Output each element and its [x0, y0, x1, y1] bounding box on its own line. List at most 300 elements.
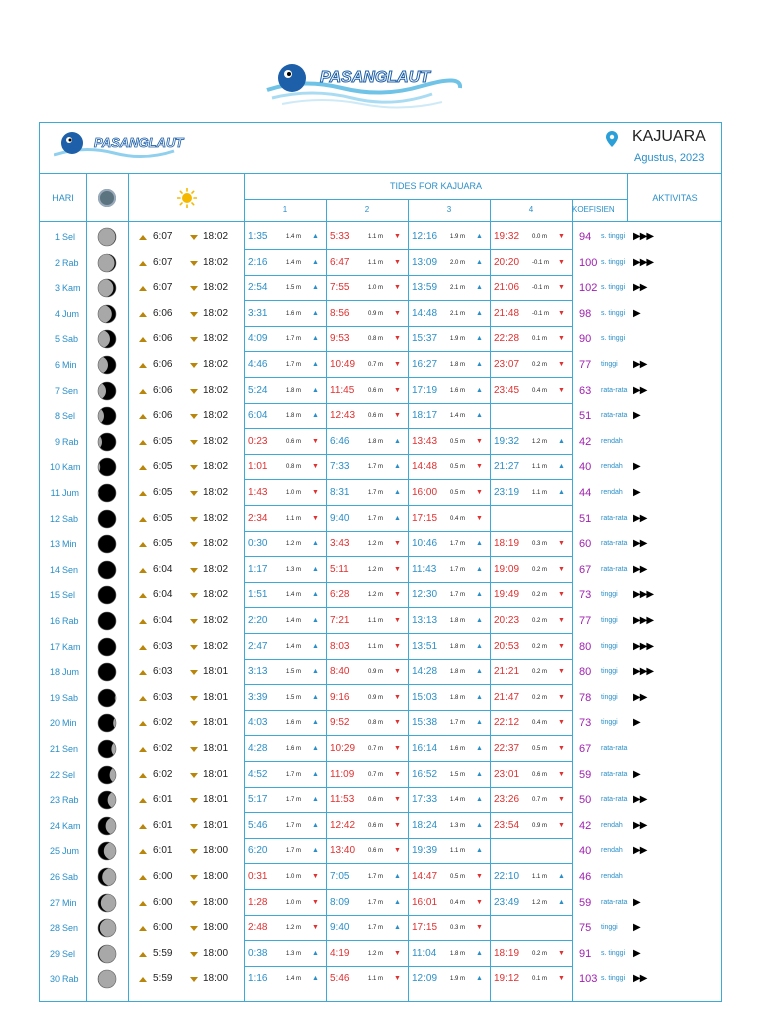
koefisien-value: 51: [579, 410, 592, 423]
tide-time: 0:23: [248, 435, 268, 447]
sunset-arrow-icon: [190, 414, 198, 419]
tide-time: 23:54: [494, 819, 520, 831]
koefisien-value: 100: [579, 256, 598, 269]
tide-height: 1.2 m: [368, 541, 384, 548]
table-row: [40, 736, 721, 762]
sunset-arrow-icon: [190, 824, 198, 829]
koefisien-label: s. tinggi: [601, 233, 626, 240]
tide-high-arrow-icon: ▲: [476, 386, 483, 394]
tide-low-arrow-icon: ▼: [394, 770, 401, 778]
tide-high-arrow-icon: ▲: [312, 258, 319, 266]
tide-time: 16:52: [412, 768, 438, 780]
tide-low-arrow-icon: ▼: [394, 233, 401, 240]
fish-activity-icon: ▶▶: [633, 384, 647, 396]
mini-logo-text: PASANGLAUT: [94, 135, 184, 150]
tide-time: 22:10: [494, 871, 520, 882]
day-name: Sel: [62, 948, 76, 959]
tide-height: 2.0 m: [450, 259, 466, 266]
fish-activity-icon: ▶▶▶: [633, 615, 654, 626]
koefisien-value: 67: [579, 563, 592, 576]
day-name: Rab: [62, 795, 79, 806]
sunset-arrow-icon: [190, 593, 198, 598]
day-name: Kam: [62, 641, 81, 652]
day-name: Min: [62, 360, 77, 370]
tide-height: 1.4 m: [286, 592, 302, 599]
tide-height: 1.0 m: [368, 285, 384, 292]
koefisien-value: 42: [579, 435, 592, 448]
sunset-arrow-icon: [190, 798, 198, 803]
tide-low-arrow-icon: ▼: [558, 821, 565, 829]
tide-time: 9:53: [330, 333, 350, 345]
tide-high-arrow-icon: ▲: [476, 309, 483, 317]
tide-time: 19:12: [494, 973, 520, 985]
tide-height: 1.4 m: [286, 643, 302, 650]
tide-low-arrow-icon: ▼: [394, 386, 401, 394]
tide-time: 8:31: [330, 487, 350, 498]
tide-low-arrow-icon: ▼: [394, 309, 401, 317]
koefisien-value: 50: [579, 794, 592, 807]
tide-high-arrow-icon: ▲: [312, 412, 319, 420]
tide-time: 5:46: [248, 819, 268, 831]
tide-low-arrow-icon: ▼: [558, 693, 565, 701]
koefisien-value: 73: [579, 589, 592, 602]
tide-time: 3:43: [330, 538, 350, 550]
tide-low-arrow-icon: ▼: [394, 540, 401, 548]
day-name: Sen: [62, 385, 79, 396]
tide-low-arrow-icon: ▼: [558, 284, 565, 292]
tide-height: 0.0 m: [532, 234, 548, 240]
sunrise-time: 6:01: [153, 845, 173, 857]
tide-time: 11:09: [330, 768, 355, 780]
tide-height: 1.7 m: [368, 490, 384, 496]
tide-height: 0.7 m: [368, 362, 384, 368]
fish-activity-icon: ▶: [633, 461, 640, 473]
sunrise-time: 6:03: [153, 640, 173, 652]
sunset-arrow-icon: [190, 337, 198, 342]
sunset-arrow-icon: [190, 773, 198, 778]
tide-time: 5:46: [330, 973, 350, 985]
tide-low-arrow-icon: ▼: [558, 642, 565, 650]
tide-high-arrow-icon: ▲: [394, 463, 401, 471]
row-divider: [40, 221, 722, 222]
tide-time: 18:19: [494, 538, 520, 550]
koefisien-label: s. tinggi: [601, 258, 626, 266]
sunrise-time: 6:07: [153, 256, 173, 268]
tide-height: 1.1 m: [368, 234, 384, 240]
tide-time: 14:47: [412, 871, 438, 882]
tide-height: -0.1 m: [532, 310, 550, 317]
table-row: [40, 378, 721, 404]
sunrise-arrow-icon: [139, 849, 147, 854]
koefisien-value: 46: [579, 871, 592, 883]
fish-activity-icon: ▶▶: [633, 563, 647, 575]
koefisien-label: tinggi: [601, 668, 618, 676]
tide-time: 8:56: [330, 307, 350, 319]
tide-time: 17:15: [412, 512, 438, 524]
row-divider: [244, 199, 627, 200]
koefisien-value: 40: [579, 461, 592, 474]
tide-time: 23:49: [494, 896, 520, 908]
tide-time: 23:19: [494, 487, 520, 498]
tide-high-arrow-icon: ▲: [312, 591, 319, 599]
sunset-time: 18:01: [203, 717, 229, 729]
tide-low-arrow-icon: ▼: [394, 361, 401, 368]
header-tide-3: 3: [446, 205, 452, 214]
koefisien-label: rendah: [601, 437, 623, 445]
tide-time: 18:24: [412, 819, 438, 831]
tide-high-arrow-icon: ▲: [312, 565, 319, 573]
sunrise-arrow-icon: [139, 261, 147, 266]
tide-time: 10:46: [412, 538, 438, 550]
tide-time: 2:20: [248, 615, 268, 626]
tide-height: 1.9 m: [450, 336, 466, 343]
tide-height: 0.1 m: [532, 336, 548, 343]
day-number: 5: [54, 334, 60, 345]
tide-height: 1.1 m: [368, 643, 384, 650]
table-row: [40, 838, 721, 864]
tide-high-arrow-icon: ▲: [476, 642, 483, 650]
tide-low-arrow-icon: ▼: [394, 693, 401, 701]
moon-phase-icon: [97, 688, 117, 708]
tide-time: 22:12: [494, 717, 520, 729]
tide-high-arrow-icon: ▲: [476, 540, 483, 548]
moon-phase-icon: [97, 611, 117, 631]
tide-height: 1.1 m: [532, 874, 548, 880]
sunset-arrow-icon: [190, 286, 198, 291]
tide-low-arrow-icon: ▼: [312, 873, 319, 880]
tide-high-arrow-icon: ▲: [312, 949, 319, 957]
tide-low-arrow-icon: ▼: [394, 335, 401, 343]
tide-height: 0.5 m: [450, 490, 466, 496]
sunrise-arrow-icon: [139, 875, 147, 880]
tide-height: 1.1 m: [532, 490, 548, 496]
sunrise-arrow-icon: [139, 824, 147, 829]
day-name: Jum: [62, 308, 80, 319]
tide-low-arrow-icon: ▼: [558, 719, 565, 727]
sunrise-arrow-icon: [139, 798, 147, 803]
sunrise-time: 6:05: [153, 461, 173, 473]
moon-phase-icon: [97, 585, 117, 605]
tide-height: 1.6 m: [286, 746, 302, 752]
moon-phase-icon: [97, 253, 117, 273]
tide-height: 0.6 m: [368, 387, 384, 394]
fish-activity-icon: ▶▶: [633, 794, 647, 806]
table-row: [40, 941, 721, 967]
tide-height: 0.5 m: [450, 464, 466, 471]
moon-phase-icon: [97, 790, 117, 810]
tide-time: 13:43: [412, 435, 438, 447]
tide-time: 9:52: [330, 717, 350, 729]
moon-phase-icon: [97, 381, 117, 401]
tide-time: 22:37: [494, 743, 520, 754]
table-row: [40, 787, 721, 813]
tide-time: 0:31: [248, 871, 268, 882]
sunrise-time: 6:05: [153, 538, 173, 550]
tide-time: 19:32: [494, 435, 520, 447]
sunset-arrow-icon: [190, 977, 198, 982]
tide-time: 13:13: [412, 615, 438, 626]
sunset-arrow-icon: [190, 465, 198, 470]
tide-time: 17:19: [412, 384, 438, 396]
tide-time: 10:29: [330, 743, 356, 754]
day-number: 27: [49, 897, 60, 908]
tide-height: 0.9 m: [368, 669, 384, 676]
sunrise-arrow-icon: [139, 670, 147, 675]
moon-phase-icon: [97, 841, 117, 861]
tide-high-arrow-icon: ▲: [476, 975, 483, 983]
day-number: 23: [49, 795, 60, 806]
tide-time: 19:32: [494, 231, 520, 242]
tide-low-arrow-icon: ▼: [558, 591, 565, 599]
sunset-arrow-icon: [190, 696, 198, 701]
moon-phase-header-icon: [98, 189, 116, 207]
tide-high-arrow-icon: ▲: [394, 437, 401, 445]
koefisien-label: tinggi: [601, 924, 618, 932]
tide-height: 0.8 m: [368, 336, 384, 343]
tide-height: 1.4 m: [286, 259, 302, 266]
tide-low-arrow-icon: ▼: [394, 284, 401, 292]
tide-high-arrow-icon: ▲: [312, 847, 319, 855]
tide-time: 21:21: [494, 666, 520, 678]
day-number: 6: [54, 360, 60, 370]
tide-height: 0.5 m: [532, 746, 548, 752]
tide-high-arrow-icon: ▲: [476, 233, 483, 240]
sunrise-time: 6:05: [153, 435, 173, 447]
tide-high-arrow-icon: ▲: [476, 668, 483, 676]
sunset-arrow-icon: [190, 517, 198, 522]
tide-low-arrow-icon: ▼: [558, 233, 565, 240]
tide-time: 8:09: [330, 896, 350, 908]
tide-time: 21:48: [494, 307, 520, 319]
tide-height: 1.4 m: [450, 413, 466, 420]
moon-phase-icon: [97, 483, 117, 503]
sunset-time: 18:02: [203, 512, 229, 524]
tide-time: 21:47: [494, 691, 520, 703]
tide-high-arrow-icon: ▲: [312, 693, 319, 701]
tide-height: 0.4 m: [532, 387, 548, 394]
tide-height: 1.7 m: [368, 899, 384, 906]
sunrise-arrow-icon: [139, 645, 147, 650]
day-number: 4: [54, 308, 60, 319]
tide-height: 1.4 m: [286, 976, 302, 983]
tide-low-arrow-icon: ▼: [558, 975, 565, 983]
tide-time: 11:04: [412, 947, 437, 959]
moon-phase-icon: [97, 765, 117, 785]
moon-phase-icon: [97, 918, 117, 938]
sunset-arrow-icon: [190, 363, 198, 368]
sunset-time: 18:02: [203, 487, 229, 498]
tide-high-arrow-icon: ▲: [476, 284, 483, 292]
tide-time: 16:00: [412, 487, 438, 498]
fish-activity-icon: ▶▶: [633, 973, 647, 985]
tide-height: 1.4 m: [286, 234, 302, 240]
tide-low-arrow-icon: ▼: [476, 924, 483, 932]
sunrise-time: 6:01: [153, 794, 173, 806]
koefisien-label: rendah: [601, 463, 623, 471]
table-row: [40, 813, 721, 839]
koefisien-value: 51: [579, 512, 592, 525]
tide-height: 0.2 m: [532, 566, 548, 573]
tide-time: 19:39: [412, 845, 438, 857]
month-year: Agustus, 2023: [634, 152, 705, 164]
sunset-time: 18:02: [203, 410, 229, 422]
day-number: 1: [54, 232, 60, 242]
tide-height: 1.7 m: [286, 336, 302, 343]
tide-high-arrow-icon: ▲: [312, 309, 319, 317]
fish-activity-icon: ▶▶: [633, 845, 647, 857]
sunset-arrow-icon: [190, 261, 198, 266]
sunrise-time: 6:04: [153, 615, 173, 626]
table-row: [40, 531, 721, 557]
day-number: 17: [49, 641, 60, 652]
day-number: 24: [49, 820, 60, 831]
tide-height: 1.7 m: [368, 515, 384, 522]
koefisien-value: 91: [579, 947, 592, 960]
moon-phase-icon: [97, 355, 117, 375]
koefisien-label: rata-rata: [601, 565, 628, 573]
tide-time: 23:07: [494, 359, 520, 370]
header-tide-2: 2: [364, 205, 370, 214]
day-name: Jum: [62, 667, 80, 678]
tide-time: 9:40: [330, 922, 350, 934]
tide-low-arrow-icon: ▼: [476, 873, 483, 880]
tide-height: 1.3 m: [286, 950, 302, 957]
sunrise-time: 6:06: [153, 384, 173, 396]
koefisien-value: 63: [579, 384, 592, 397]
sunrise-time: 6:06: [153, 410, 173, 422]
moon-phase-icon: [97, 278, 117, 298]
table-header-banner: [40, 123, 721, 174]
koefisien-value: 98: [579, 307, 592, 320]
tide-height: 1.3 m: [286, 566, 302, 573]
tide-low-arrow-icon: ▼: [394, 975, 401, 983]
tide-height: 1.4 m: [450, 797, 466, 804]
day-number: 9: [54, 436, 60, 447]
day-name: Sab: [62, 334, 79, 345]
koefisien-value: 60: [579, 538, 592, 551]
fish-activity-icon: ▶: [633, 410, 640, 422]
tide-height: 0.2 m: [532, 362, 548, 368]
tide-height: 1.8 m: [368, 438, 384, 445]
tide-time: 22:28: [494, 333, 520, 345]
tide-high-arrow-icon: ▲: [312, 745, 319, 752]
tide-time: 1:51: [248, 589, 268, 601]
tide-high-arrow-icon: ▲: [312, 386, 319, 394]
fish-activity-icon: ▶: [633, 896, 640, 908]
tide-low-arrow-icon: ▼: [394, 796, 401, 804]
day-number: 19: [49, 692, 60, 703]
tide-low-arrow-icon: ▼: [476, 489, 483, 496]
koefisien-value: 73: [579, 717, 592, 730]
sunrise-time: 6:07: [153, 282, 173, 294]
fish-activity-icon: ▶: [633, 487, 640, 498]
sunset-arrow-icon: [190, 568, 198, 573]
sunset-time: 18:00: [203, 845, 229, 857]
sunrise-time: 6:04: [153, 589, 173, 601]
sunset-arrow-icon: [190, 901, 198, 906]
moon-phase-icon: [97, 816, 117, 836]
table-row: [40, 224, 721, 250]
tide-time: 14:28: [412, 666, 438, 678]
sunset-time: 18:02: [203, 435, 229, 447]
tide-time: 12:30: [412, 589, 438, 601]
tide-height: 0.7 m: [368, 771, 384, 778]
tide-low-arrow-icon: ▼: [394, 258, 401, 266]
tide-high-arrow-icon: ▲: [558, 898, 565, 906]
tide-height: 1.8 m: [450, 362, 466, 368]
day-number: 16: [49, 616, 60, 626]
sunrise-time: 6:00: [153, 896, 173, 908]
sunset-time: 18:02: [203, 640, 229, 652]
sunset-arrow-icon: [190, 721, 198, 726]
tide-height: 0.2 m: [532, 950, 548, 957]
tide-time: 5:11: [330, 563, 349, 575]
tide-high-arrow-icon: ▲: [312, 642, 319, 650]
table-row: [40, 403, 721, 429]
tide-height: 0.2 m: [532, 618, 548, 624]
tide-height: 1.8 m: [286, 387, 302, 394]
tide-height: 2.1 m: [450, 285, 466, 292]
tide-low-arrow-icon: ▼: [394, 668, 401, 676]
tide-low-arrow-icon: ▼: [394, 745, 401, 752]
sunrise-time: 6:03: [153, 666, 173, 678]
tide-low-arrow-icon: ▼: [312, 437, 319, 445]
fish-activity-icon: ▶▶: [633, 538, 647, 550]
koefisien-label: rata-rata: [601, 770, 628, 778]
sunset-time: 18:01: [203, 819, 229, 831]
sunset-time: 18:00: [203, 947, 229, 959]
tide-high-arrow-icon: ▲: [476, 412, 483, 420]
koefisien-label: tinggi: [601, 719, 618, 727]
tide-low-arrow-icon: ▼: [476, 463, 483, 471]
tide-height: 0.7 m: [368, 746, 384, 752]
tide-time: 4:46: [248, 359, 268, 370]
tide-height: 0.1 m: [532, 976, 548, 983]
koefisien-label: rata-rata: [601, 386, 628, 394]
day-name: Kam: [62, 283, 81, 294]
tide-high-arrow-icon: ▲: [558, 489, 565, 496]
tide-height: 1.6 m: [450, 746, 466, 752]
tide-time: 20:23: [494, 615, 520, 626]
tide-high-arrow-icon: ▲: [312, 796, 319, 804]
tide-time: 19:49: [494, 589, 520, 601]
tide-time: 5:33: [330, 231, 350, 242]
moon-phase-icon: [97, 713, 117, 733]
tide-height: 0.6 m: [368, 822, 384, 829]
tide-low-arrow-icon: ▼: [476, 514, 483, 522]
tide-height: 0.5 m: [450, 874, 466, 880]
sunset-arrow-icon: [190, 312, 198, 317]
day-name: Sab: [62, 692, 79, 703]
sunset-time: 18:01: [203, 743, 229, 754]
tide-time: 12:42: [330, 819, 356, 831]
table-row: [40, 890, 721, 916]
sunset-time: 18:02: [203, 563, 229, 575]
sunrise-arrow-icon: [139, 363, 147, 368]
tide-height: 0.6 m: [286, 438, 302, 445]
day-number: 11: [50, 488, 60, 498]
tide-time: 17:15: [412, 922, 438, 934]
koefisien-label: rata-rata: [601, 514, 628, 522]
tide-low-arrow-icon: ▼: [394, 821, 401, 829]
sunset-arrow-icon: [190, 440, 198, 445]
sunset-time: 18:01: [203, 768, 229, 780]
table-row: [40, 506, 721, 532]
tide-time: 11:43: [412, 563, 437, 575]
tide-low-arrow-icon: ▼: [394, 617, 401, 624]
tide-height: 1.7 m: [450, 592, 466, 599]
tide-time: 2:34: [248, 512, 268, 524]
